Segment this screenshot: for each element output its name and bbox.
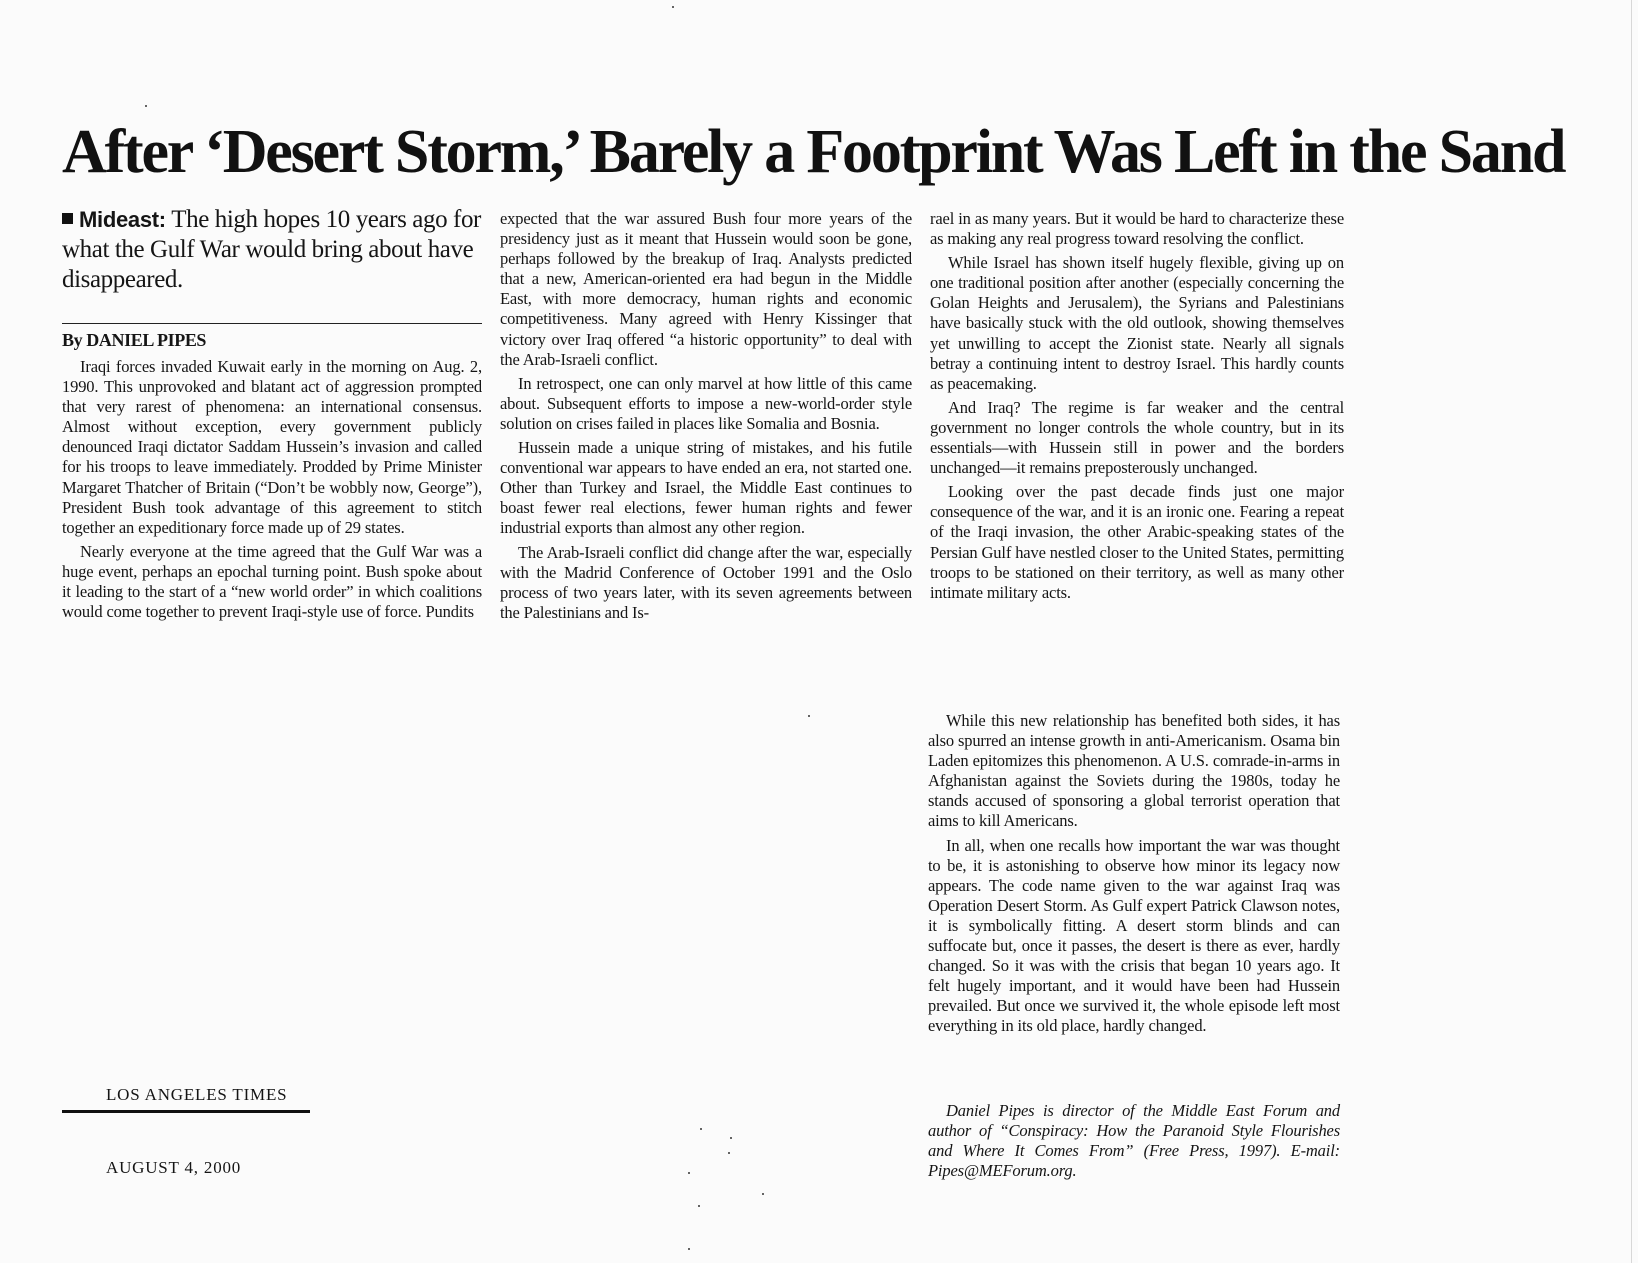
- paragraph: While Israel has shown itself hugely flexible, giving up on one traditional position after another (especially concerning the Golan Heights and Jerusalem), the Syrians and Palestinians have basically stuck with the old outlook, showing themselves yet unwilling to accept the Zionist state. Nearly all signals betray a continuing intent to destroy Israel. This hardly counts as peacemaking.: [930, 253, 1344, 393]
- author-tagline: Daniel Pipes is director of the Middle East Forum and author of “Conspiracy: How the Paranoid Style Flourishes and Where It Comes From” (Free Press, 1997). E-mail: Pipes@MEForum.org.: [928, 1101, 1340, 1181]
- scan-speck: [672, 6, 674, 8]
- byline: By DANIEL PIPES: [62, 330, 207, 350]
- paragraph: Looking over the past decade finds just one major consequence of the war, and it is an ironic one. Fearing a repeat of the Iraqi invasion, the other Arabic-speaking states of the Persian Gulf have nestled closer to the United States, permitting troops to be stationed on their territory, as well as many other intimate military acts.: [930, 482, 1344, 602]
- paragraph: expected that the war assured Bush four more years of the presidency just as it meant that Hussein would soon be gone, perhaps followed by the breakup of Iraq. Analysts predicted that a new, American-oriented era had begun in the Middle East, with more democracy, human rights and economic competitiveness. Many agreed with Henry Kissinger that victory over Iraq offered “a historic opportunity” to deal with the Arab-Israeli conflict.: [500, 209, 912, 369]
- scan-speck: [728, 1152, 730, 1154]
- scan-speck: [762, 1193, 764, 1195]
- byline-divider: [62, 323, 482, 324]
- square-bullet-icon: [62, 213, 73, 224]
- paragraph: rael in as many years. But it would be hard to characterize these as making any real progress toward resolving the conflict.: [930, 209, 1344, 249]
- deck-label: Mideast:: [79, 207, 166, 232]
- paragraph: And Iraq? The regime is far weaker and the central government no longer controls the whole country, but in its essentials—with Hussein still in power and the borders unchanged—it remains preposterously unchanged.: [930, 397, 1344, 478]
- paragraph: Hussein made a unique string of mistakes, and his futile conventional war appears to have ended an era, not started one. Other than Turkey and Israel, the Middle East continues to boast fewer real elections, fewer human rights and fewer industrial exports than almost any other region.: [500, 438, 912, 538]
- paragraph: Nearly everyone at the time agreed that the Gulf War was a huge event, perhaps an epochal turning point. Bush spoke about it leading to the start of a “new world order” in which coalitions would come together to prevent Iraqi-style use of force. Pundits: [62, 541, 482, 622]
- paragraph: In retrospect, one can only marvel at how little of this came about. Subsequent efforts to impose a new-world-order style solution on crises failed in places like Somalia and Bosnia.: [500, 373, 912, 433]
- paragraph: In all, when one recalls how important the war was thought to be, it is astonishing to observe how minor its legacy now appears. The code name given to the war against Iraq was Operation Desert Storm. As Gulf expert Patrick Clawson notes, it is symbolically fitting. A desert storm blinds and can suffocate but, once it passes, the desert is there as ever, hardly changed. So it was with the crisis that began 10 years ago. It felt hugely important, and it would have been had Hussein prevailed. But once we survived it, the whole episode left most everything in its old place, hardly changed.: [928, 835, 1340, 1036]
- deck-subheadline: [62, 205, 482, 295]
- article-column-3: [930, 209, 1344, 603]
- scan-edge-line: [1631, 0, 1632, 1263]
- scan-speck: [145, 105, 147, 107]
- scan-speck: [700, 1128, 702, 1130]
- scan-speck: [688, 1172, 690, 1174]
- scan-speck: [808, 715, 810, 717]
- article-column-4: [928, 711, 1340, 1037]
- publication-source: LOS ANGELES TIMES: [106, 1085, 288, 1104]
- paragraph: While this new relationship has benefited both sides, it has also spurred an intense growth in anti-Americanism. Osama bin Laden epitomizes this phenomenon. A U.S. comrade-in-arms in Afghanistan against the Soviets during the 1980s, today he stands accused of sponsoring a global terrorist operation that aims to kill Americans.: [928, 711, 1340, 831]
- publication-date: AUGUST 4, 2000: [106, 1158, 242, 1177]
- paragraph: The Arab-Israeli conflict did change after the war, especially with the Madrid Conference of October 1991 and the Oslo process of two years later, with its seven agreements between the Palestinians and Is-: [500, 542, 912, 622]
- article-column-1: [62, 357, 482, 622]
- article-column-2: [500, 209, 912, 623]
- paragraph: Iraqi forces invaded Kuwait early in the morning on Aug. 2, 1990. This unprovoked and blatant act of aggression prompted that very rarest of phenomena: an international consensus. Almost without exception, every government publicly denounced Iraqi dictator Saddam Hussein’s invasion and called for his troops to leave immediately. Prodded by Prime Minister Margaret Thatcher of Britain (“Don’t be wobbly now, George”), President Bush took advantage of this agreement to stitch together an expeditionary force made up of 29 states.: [62, 357, 482, 537]
- source-underline: [62, 1110, 310, 1113]
- scan-speck: [698, 1205, 700, 1207]
- headline: After ‘Desert Storm,’ Barely a Footprint Was Left in the Sand: [62, 118, 1565, 186]
- scan-speck: [730, 1137, 732, 1139]
- deck-text: The high hopes 10 years ago for what the Gulf War would bring about have disappeared.: [62, 206, 481, 293]
- scan-speck: [688, 1248, 690, 1250]
